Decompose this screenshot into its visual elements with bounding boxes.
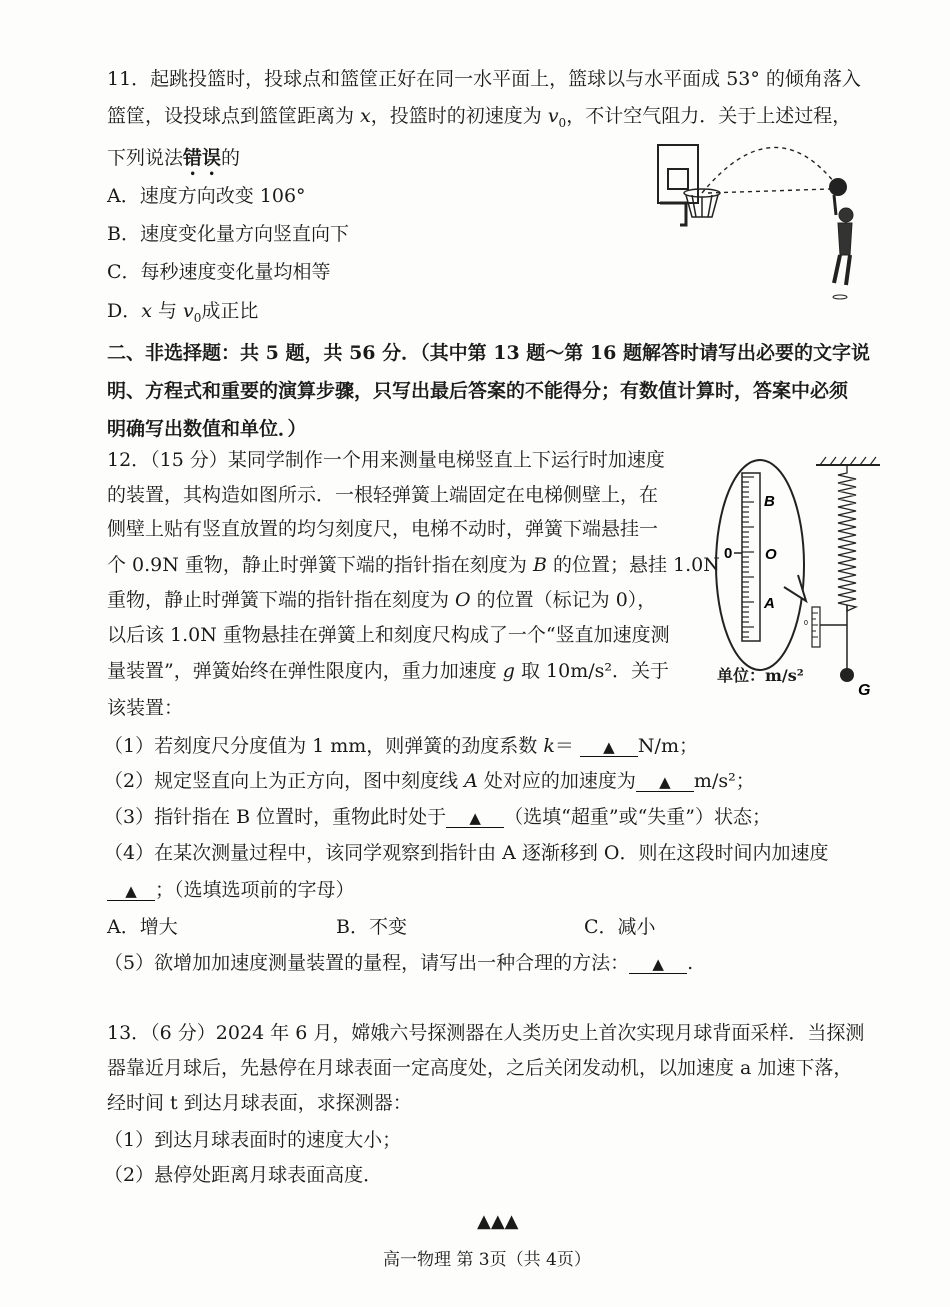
- q12-sub-5: （5）欲增加加速度测量装置的量程，请写出一种合理的方法： ▲ .: [104, 952, 694, 974]
- q12-sub-4-line-1: （4）在某次测量过程中，该同学观察到指针由 A 逐渐移到 O．则在这段时间内加速度: [104, 842, 829, 864]
- answer-blank-1[interactable]: ▲: [580, 737, 638, 757]
- label-G: G: [858, 682, 871, 699]
- q12-sub-1: （1）若刻度尺分度值为 1 mm，则弹簧的劲度系数 k＝ ▲ N/m；: [104, 735, 698, 757]
- q12-line-8: 该装置：: [107, 697, 184, 719]
- q12-sub-3: （3）指针指在 B 位置时，重物此时处于 ▲ （选填“超重”或“失重”）状态；: [104, 806, 771, 828]
- emphasis-wrong: 错误: [183, 147, 222, 169]
- figure-unit-label: 单位：m/s²: [717, 666, 804, 685]
- section2-line-3: 明确写出数值和单位．）: [107, 418, 307, 440]
- q12-sub-2: （2）规定竖直向上为正方向，图中刻度线 A 处对应的加速度为 ▲ m/s²；: [104, 770, 755, 792]
- ball-trajectory: [702, 147, 838, 193]
- q13-sub-2: （2）悬停处距离月球表面高度．: [104, 1164, 383, 1186]
- ruler-ticks: [742, 477, 754, 637]
- end-marks: ▲▲▲: [477, 1211, 519, 1232]
- q13-line-3: 经时间 t 到达月球表面，求探测器：: [107, 1092, 412, 1114]
- q11-option-b: B．速度变化量方向竖直向下: [107, 223, 349, 245]
- label-B: B: [764, 493, 775, 510]
- section2-line-1: 二、非选择题：共 5 题，共 56 分．（其中第 13 题～第 16 题解答时请写出必要的文字说: [107, 342, 870, 364]
- q11-line-1: 11．起跳投篮时，投球点和篮筐正好在同一水平面上，篮球以与水平面成 53° 的倾角落入: [107, 68, 861, 90]
- q13-sub-1: （1）到达月球表面时的速度大小；: [104, 1129, 402, 1151]
- answer-blank-4[interactable]: ▲: [107, 881, 155, 901]
- label-O: O: [765, 546, 777, 563]
- backboard: [658, 145, 698, 203]
- small-zero-label: 0: [804, 620, 808, 627]
- answer-blank-2[interactable]: ▲: [636, 772, 694, 792]
- q12-option-a: A．增大: [107, 916, 178, 938]
- label-zero: 0: [724, 545, 733, 562]
- q12-line-4: 个 0.9N 重物，静止时弹簧下端的指针指在刻度为 B 的位置；悬挂 1.0N: [107, 554, 720, 576]
- spring-coil: [838, 465, 856, 611]
- page-footer: 高一物理 第 3页（共 4页）: [383, 1250, 591, 1270]
- spring-scale-figure: [712, 455, 894, 700]
- q13-line-2: 器靠近月球后，先悬停在月球表面一定高度处，之后关闭发动机，以加速度 a 加速下落，: [107, 1057, 853, 1079]
- answer-blank-5[interactable]: ▲: [629, 954, 687, 974]
- player: [833, 195, 853, 299]
- q12-sub-4-line-2: ▲ ；（选填选项前的字母）: [107, 881, 355, 901]
- q12-line-6: 以后该 1.0N 重物悬挂在弹簧上和刻度尺构成了一个“竖直加速度测: [107, 624, 670, 646]
- level-dashed-line: [708, 189, 830, 193]
- q11-option-c: C．每秒速度变化量均相等: [107, 261, 331, 283]
- q11-option-a: A．速度方向改变 106°: [107, 185, 306, 207]
- answer-blank-3[interactable]: ▲: [446, 808, 504, 828]
- q12-line-7: 量装置”，弹簧始终在弹性限度内，重力加速度 g 取 10m/s²．关于: [107, 660, 669, 682]
- q12-line-5: 重物，静止时弹簧下端的指针指在刻度为 O 的位置（标记为 0），: [107, 589, 657, 611]
- q11-line-2: 篮筐，设投球点到篮筐距离为 x，投篮时的初速度为 $v_0$，不计空气阻力．关于上述过程，: [107, 105, 852, 130]
- label-A: A: [764, 595, 775, 612]
- section2-line-2: 明、方程式和重要的演算步骤，只写出最后答案的不能得分；有数值计算时，答案中必须: [107, 380, 849, 402]
- q12-line-1: 12．（15 分）某同学制作一个用来测量电梯竖直上下运行时加速度: [107, 449, 665, 471]
- q11-line-3: 下列说法错误的: [107, 147, 241, 169]
- q12-option-c: C．减小: [584, 916, 656, 938]
- basketball: [829, 178, 847, 196]
- q11-option-d: D．x 与 $v_0$成正比: [107, 300, 259, 325]
- q12-line-3: 侧壁上贴有竖直放置的均匀刻度尺，电梯不动时，弹簧下端悬挂一: [107, 518, 659, 540]
- weight-ball: [840, 668, 854, 682]
- basketball-figure: [650, 135, 880, 305]
- q12-option-b: B．不变: [336, 916, 407, 938]
- q12-line-2: 的装置，其构造如图所示．一根轻弹簧上端固定在电梯侧壁上，在: [107, 484, 659, 506]
- q13-line-1: 13．（6 分）2024 年 6 月，嫦娥六号探测器在人类历史上首次实现月球背面采样．当探测: [107, 1022, 865, 1044]
- hoop-net: [660, 189, 720, 225]
